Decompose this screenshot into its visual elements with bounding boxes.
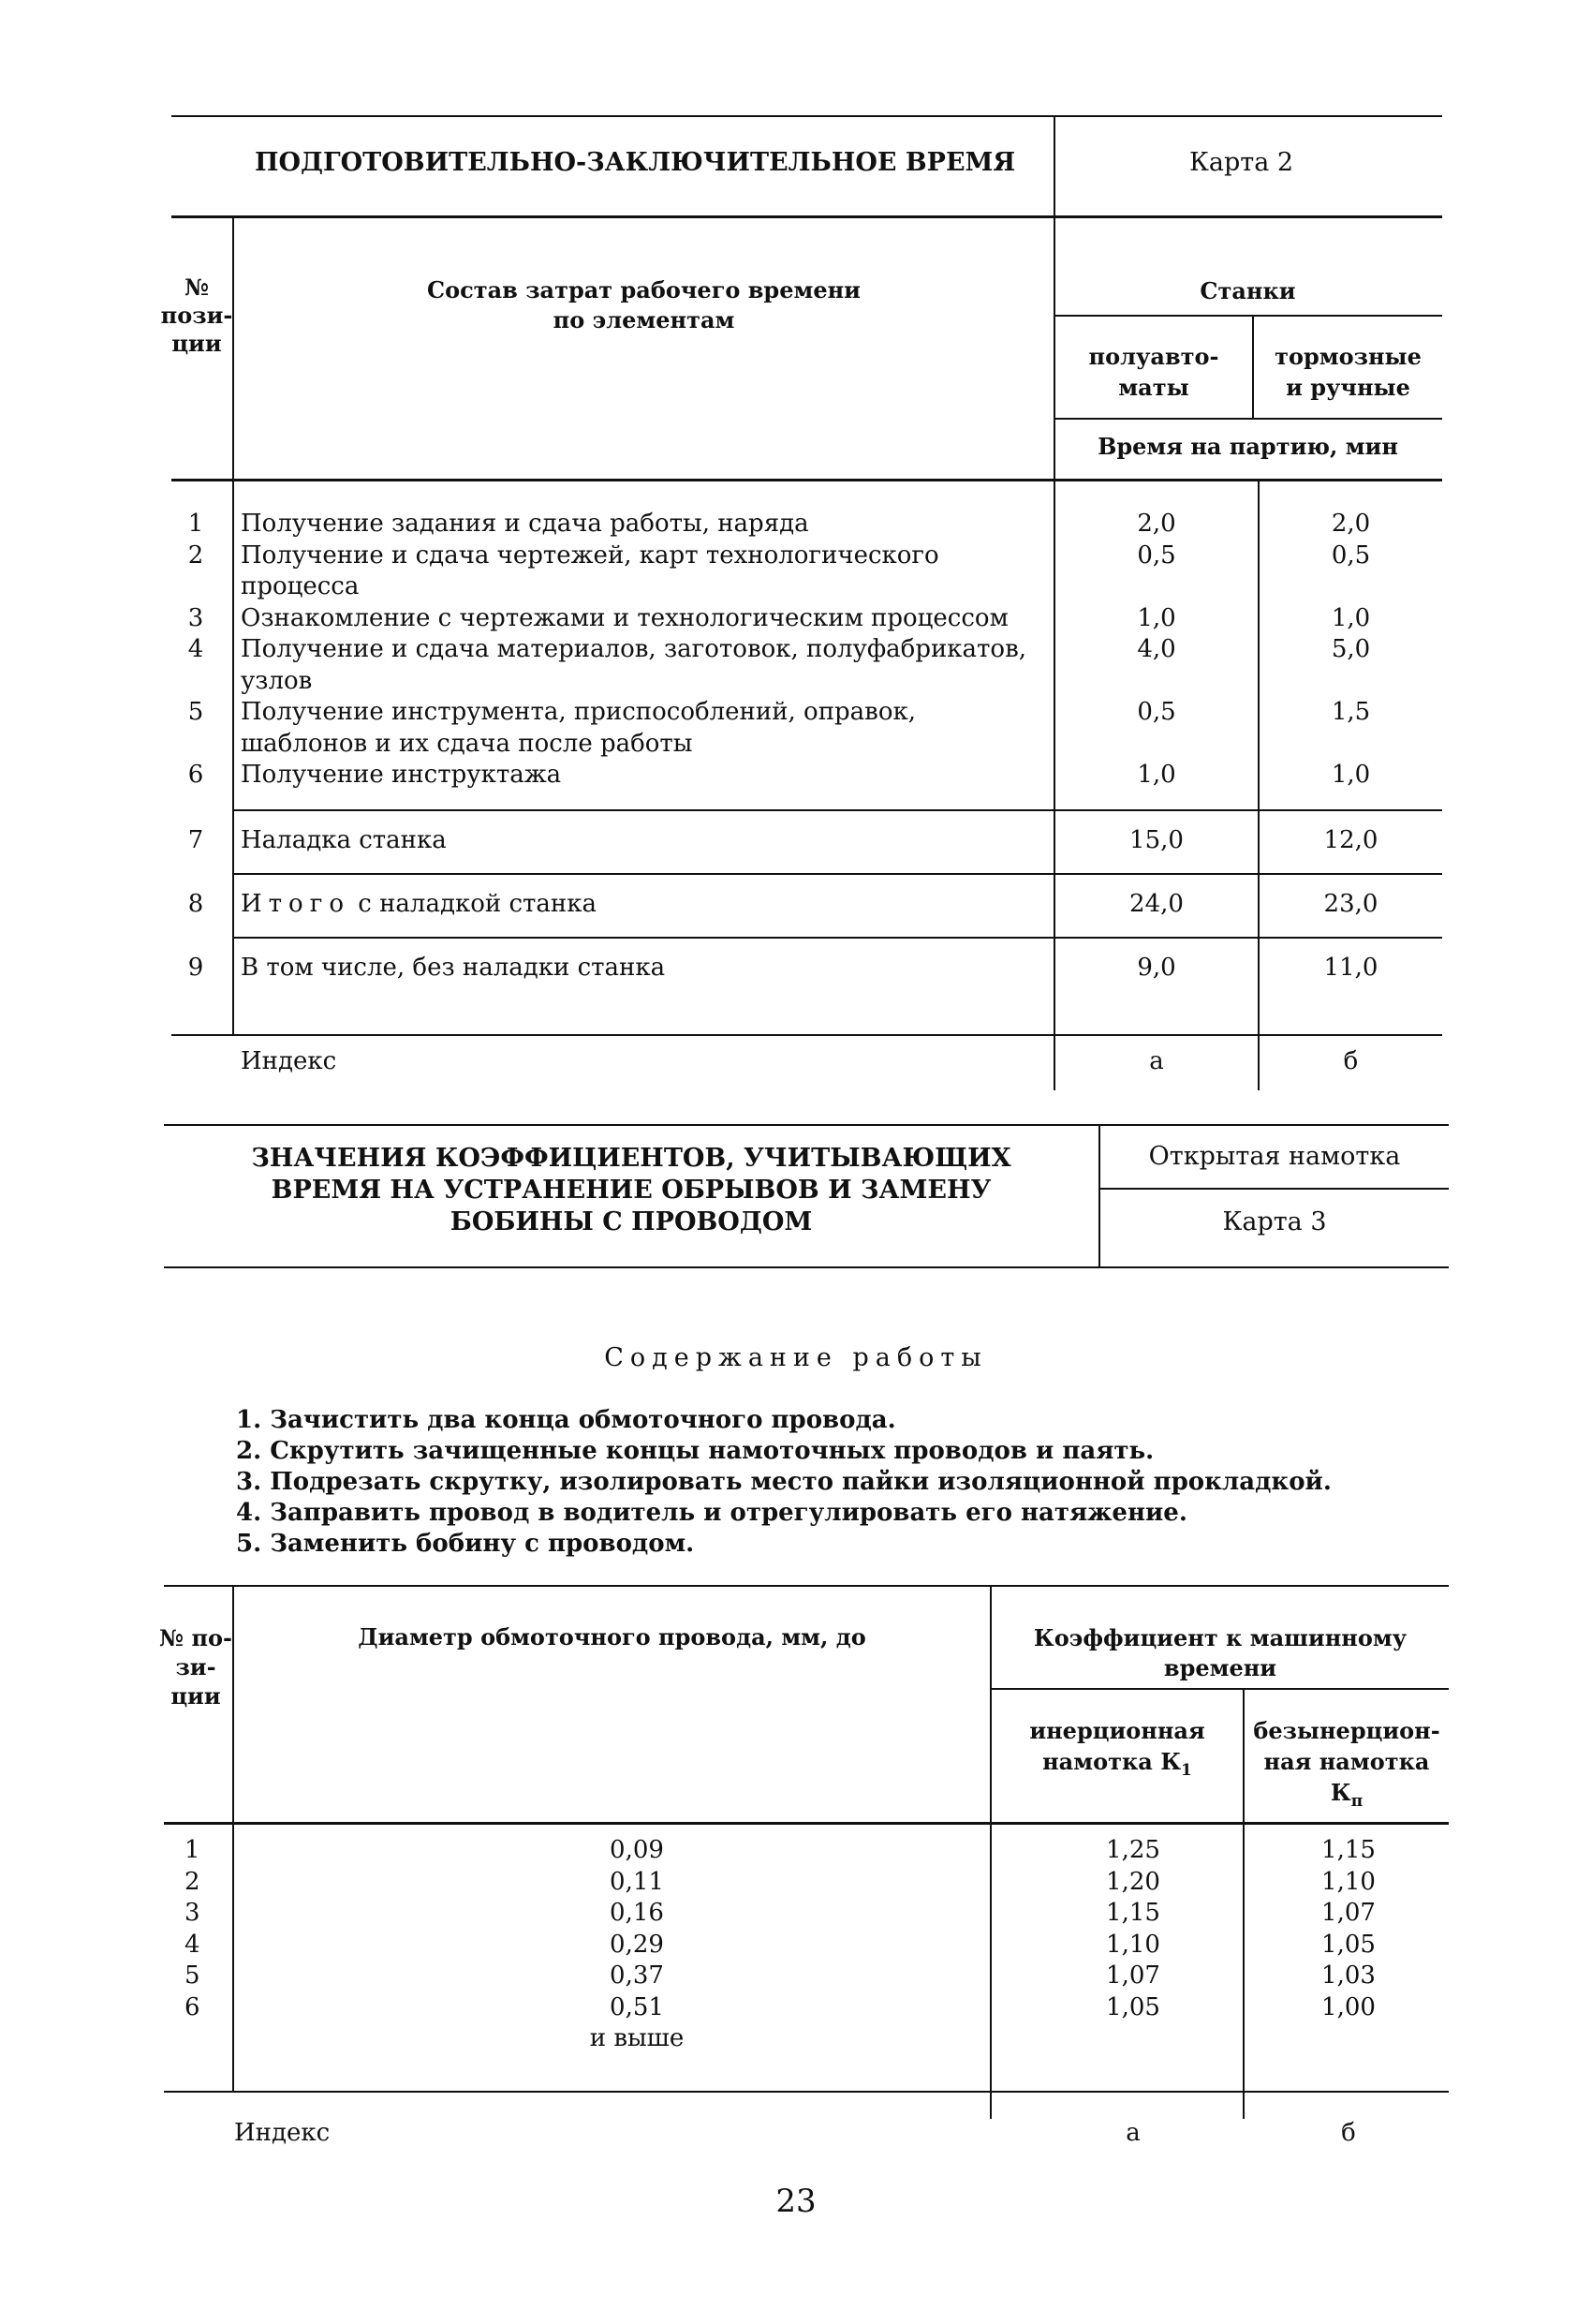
list-item: 5. Заменить бобину с проводом. — [236, 1530, 695, 1558]
row-text: Получение и сдача чертежей, карт технологического — [241, 540, 939, 570]
col-semiautomatic-header: полуавто- маты — [1088, 343, 1219, 401]
col-brake-manual-header: тормозные и ручные — [1275, 343, 1422, 401]
cell-kn: 1,10 — [1321, 1867, 1376, 1896]
cell-k1: 1,05 — [1106, 1992, 1160, 2021]
card3-diameters — [581, 1835, 693, 2055]
row-num — [171, 666, 220, 698]
cell-b — [1260, 571, 1442, 603]
cell-b: 2,0 — [1331, 510, 1371, 538]
cell-kn: 1,15 — [1321, 1836, 1376, 1864]
cell-diameter: и выше — [589, 2024, 685, 2052]
row7-text: Наладка станка — [241, 826, 447, 854]
card3-card-label: Карта 3 — [1222, 1207, 1327, 1236]
row-num: 2 — [184, 1867, 200, 1896]
row-text: узлов — [241, 666, 313, 695]
row-num: 3 — [187, 603, 204, 632]
cell-diameter: 0,37 — [610, 1961, 664, 1990]
card3-k1 — [1068, 1835, 1199, 2023]
cell-k1: 1,25 — [1106, 1836, 1160, 1864]
col-inertial-header: инерционная намотка $К_1$ — [1029, 1717, 1205, 1780]
row-text: Получение задания и сдача работы, наряда — [241, 510, 809, 538]
cell-k1: 1,20 — [1106, 1867, 1160, 1896]
row9-num: 9 — [187, 954, 204, 982]
col-composition-header: Состав затрат рабочего времени по элементам — [427, 276, 861, 333]
row-num: 1 — [187, 510, 204, 538]
list-item: 2. Скрутить зачищенные концы намоточных проводов и паять. — [236, 1437, 1155, 1465]
cell-k1: 1,10 — [1106, 1930, 1160, 1959]
col-num-header-3: № по- зи- ции — [159, 1624, 232, 1710]
row-num — [171, 729, 220, 761]
cell-b: 1,5 — [1331, 698, 1371, 726]
card3-index-a: а — [1126, 2119, 1141, 2147]
row7-a: 15,0 — [1129, 826, 1184, 854]
card2-title: ПОДГОТОВИТЕЛЬНО-ЗАКЛЮЧИТЕЛЬНОЕ ВРЕМЯ — [255, 148, 1016, 177]
cell-kn: 1,03 — [1321, 1961, 1376, 1990]
cell-kn: 1,05 — [1321, 1930, 1376, 1959]
card2-index-b: б — [1343, 1047, 1359, 1075]
row7-b: 12,0 — [1323, 826, 1378, 854]
cell-kn: 1,07 — [1321, 1899, 1376, 1927]
list-item: 4. Заправить провод в водитель и отрегулировать его натяжение. — [236, 1499, 1187, 1527]
row-num: 4 — [184, 1930, 200, 1959]
row8-a: 24,0 — [1129, 890, 1184, 918]
list-item: 3. Подрезать скрутку, изолировать место пайки изоляционной прокладкой. — [236, 1468, 1332, 1496]
card3-nums — [184, 1835, 200, 2023]
cell-a — [1055, 571, 1258, 603]
col-inertialess-header: безынерцион- ная намотка $К_п$ — [1253, 1717, 1440, 1811]
card3-index-b: б — [1341, 2119, 1356, 2147]
row8-text-spaced: Итого — [241, 890, 350, 918]
cell-b: 1,0 — [1331, 761, 1371, 789]
group1-nums — [171, 509, 220, 792]
card2-card-label: Карта 2 — [1189, 148, 1294, 177]
row-num: 1 — [184, 1836, 200, 1864]
group1-col-b — [1260, 509, 1442, 792]
col-diameter-header: Диаметр обмоточного провода, мм, до — [358, 1623, 866, 1650]
card3-kn — [1283, 1835, 1414, 2023]
row9-a: 9,0 — [1137, 954, 1176, 982]
cell-a — [1055, 666, 1258, 698]
cell-diameter: 0,16 — [610, 1899, 664, 1927]
list-item: 1. Зачистить два конца обмоточного провода. — [236, 1406, 896, 1434]
cell-a: 4,0 — [1137, 635, 1176, 663]
row-num — [171, 571, 220, 603]
card2-index-a: а — [1149, 1047, 1164, 1075]
cell-b — [1260, 729, 1442, 761]
cell-diameter: 0,29 — [610, 1930, 664, 1959]
row8-b: 23,0 — [1323, 890, 1378, 918]
group1-texts — [241, 509, 1026, 792]
cell-a: 0,5 — [1137, 698, 1176, 726]
cell-diameter: 0,11 — [610, 1867, 664, 1896]
row-num: 4 — [187, 635, 204, 663]
steps-list — [236, 1405, 1332, 1560]
row8-text — [241, 890, 597, 918]
row-text: Ознакомление с чертежами и технологическим процессом — [241, 603, 1009, 632]
row-text: Получение инструктажа — [241, 761, 562, 789]
cell-kn: 1,00 — [1321, 1992, 1376, 2021]
row-text: процесса — [241, 572, 360, 600]
cell-a: 1,0 — [1137, 761, 1176, 789]
group1-col-a — [1055, 509, 1258, 792]
row-text: шаблонов и их сдача после работы — [241, 729, 693, 758]
row8-text-rest: с наладкой станка — [350, 890, 597, 918]
row-num: 2 — [187, 540, 204, 570]
row7-num: 7 — [187, 826, 204, 854]
cell-b — [1260, 666, 1442, 698]
row-text: Получение инструмента, приспособлений, оправок, — [241, 698, 916, 726]
row-text: Получение и сдача материалов, заготовок, полуфабрикатов, — [241, 635, 1026, 663]
card2-index-label: Индекс — [241, 1047, 337, 1075]
page-number: 23 — [775, 2183, 817, 2220]
cell-k1: 1,15 — [1106, 1899, 1160, 1927]
card3-winding-type: Открытая намотка — [1148, 1142, 1401, 1171]
cell-k1: 1,07 — [1106, 1961, 1160, 1990]
row-num: 6 — [184, 1992, 200, 2021]
row-num: 5 — [184, 1961, 200, 1990]
cell-b: 1,0 — [1331, 603, 1371, 632]
cell-b: 5,0 — [1331, 635, 1371, 663]
cell-b: 0,5 — [1331, 540, 1371, 570]
row-num: 5 — [187, 698, 204, 726]
row8-num: 8 — [187, 890, 204, 918]
time-per-batch-header: Время на партию, мин — [1098, 433, 1398, 460]
cell-diameter: 0,09 — [610, 1836, 664, 1864]
cell-a: 0,5 — [1137, 540, 1176, 570]
row9-b: 11,0 — [1323, 954, 1378, 982]
cell-a: 2,0 — [1137, 510, 1176, 538]
cell-a: 1,0 — [1137, 603, 1176, 632]
card3-title: ЗНАЧЕНИЯ КОЭФФИЦИЕНТОВ, УЧИТЫВАЮЩИХ ВРЕМЯ НА УСТРАНЕНИЕ ОБРЫВОВ И ЗАМЕНУ БОБИНЫ С ПРОВОДОМ — [251, 1144, 1011, 1236]
row-num: 6 — [187, 761, 204, 789]
content-heading: Содержание работы — [604, 1343, 988, 1372]
card3-index-label: Индекс — [234, 2119, 331, 2147]
col-coefficient-header: Коэффициент к машинному времени — [1033, 1624, 1408, 1681]
col-num-header: № пози- ции — [160, 274, 233, 357]
row9-text: В том числе, без наладки станка — [241, 954, 666, 982]
row-num: 3 — [184, 1899, 200, 1927]
cell-diameter: 0,51 — [610, 1992, 664, 2021]
col-machines-header: Станки — [1200, 277, 1296, 304]
cell-a — [1055, 729, 1258, 761]
